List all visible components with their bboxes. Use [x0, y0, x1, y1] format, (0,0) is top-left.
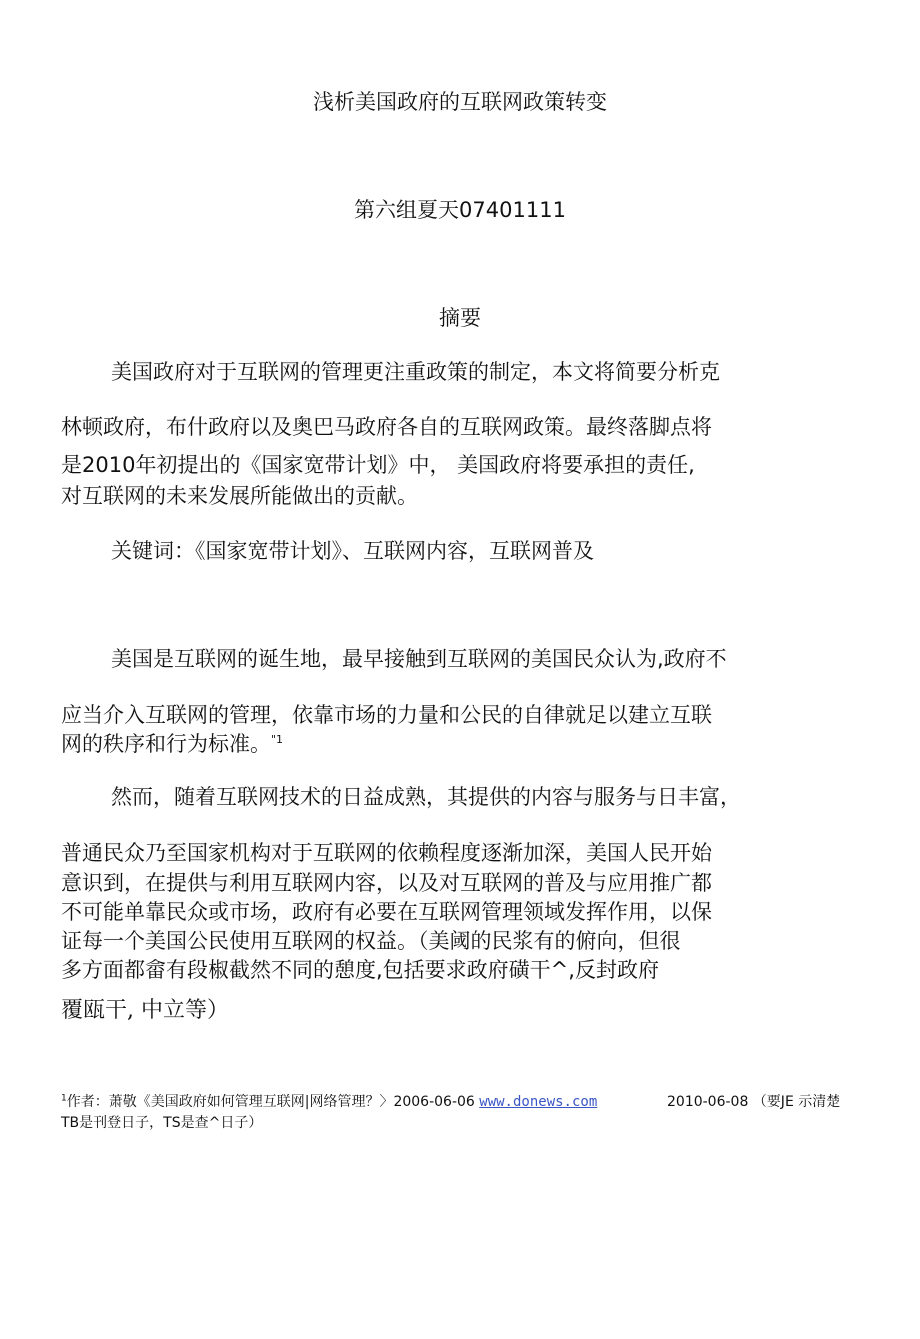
- abstract-line: 林顿政府，布什政府以及奥巴马政府各自的互联网政策。最终落脚点将: [61, 415, 712, 439]
- abstract-line: 是2010年初提出的《国家宽带计划》中， 美国政府将要承担的责任,: [61, 453, 695, 477]
- abstract-line: 美国政府对于互联网的管理更注重政策的制定，本文将简要分析克: [111, 360, 720, 384]
- footnote-text-tail: 2010-06-08 （要JE 示清楚: [667, 1094, 841, 1110]
- paragraph-text: 网的秩序和行为标准。: [61, 732, 271, 756]
- paragraph-line: 普通民众乃至国家机构对于互联网的依赖程度逐渐加深，美国人民开始: [61, 841, 712, 865]
- paragraph-line: 覆瓯干, 中立等）: [61, 998, 229, 1023]
- footnote-text: 作者：萧敬《美国政府如何管理互联网|网络管理？〉2006-06-06: [66, 1094, 475, 1110]
- paragraph-line: 意识到，在提供与利用互联网内容，以及对互联网的普及与应用推广都: [61, 871, 712, 895]
- author-line: 第六组夏天07401111: [354, 198, 566, 222]
- footnote-link[interactable]: www.donews.com: [479, 1094, 598, 1110]
- paragraph-line: 不可能单靠民众或市场，政府有必要在互联网管理领域发挥作用，以保: [61, 900, 712, 924]
- paragraph-line: 美国是互联网的诞生地，最早接触到互联网的美国民众认为,政府不: [111, 647, 727, 671]
- paragraph-line: 多方面都畲有段椒截然不同的憩度,包括要求政府磺干^,反封政府: [61, 958, 659, 982]
- abstract-heading: 摘要: [439, 306, 481, 330]
- paragraph-line: [61, 731, 283, 757]
- footnote-line-2: TB是刊登日子，TS是查^日子）: [61, 1115, 263, 1131]
- keywords-line: 关键词：《国家宽带计划》、互联网内容，互联网普及: [111, 539, 594, 563]
- footnote-line: [61, 1093, 597, 1111]
- paragraph-line: 应当介入互联网的管理，依靠市场的力量和公民的自律就足以建立互联: [61, 703, 712, 727]
- paragraph-line: 证每一个美国公民使用互联网的权益。（美阈的民浆有的俯向，但很: [61, 929, 681, 953]
- abstract-line: 对互联网的未来发展所能做出的贡献。: [61, 484, 418, 508]
- paragraph-line: 然而，随着互联网技术的日益成熟，其提供的内容与服务与日丰富，: [111, 785, 741, 809]
- document-title: 浅析美国政府的互联网政策转变: [313, 90, 607, 114]
- footnote-reference[interactable]: "1: [271, 733, 284, 746]
- footnote-mark: 1: [61, 1093, 67, 1104]
